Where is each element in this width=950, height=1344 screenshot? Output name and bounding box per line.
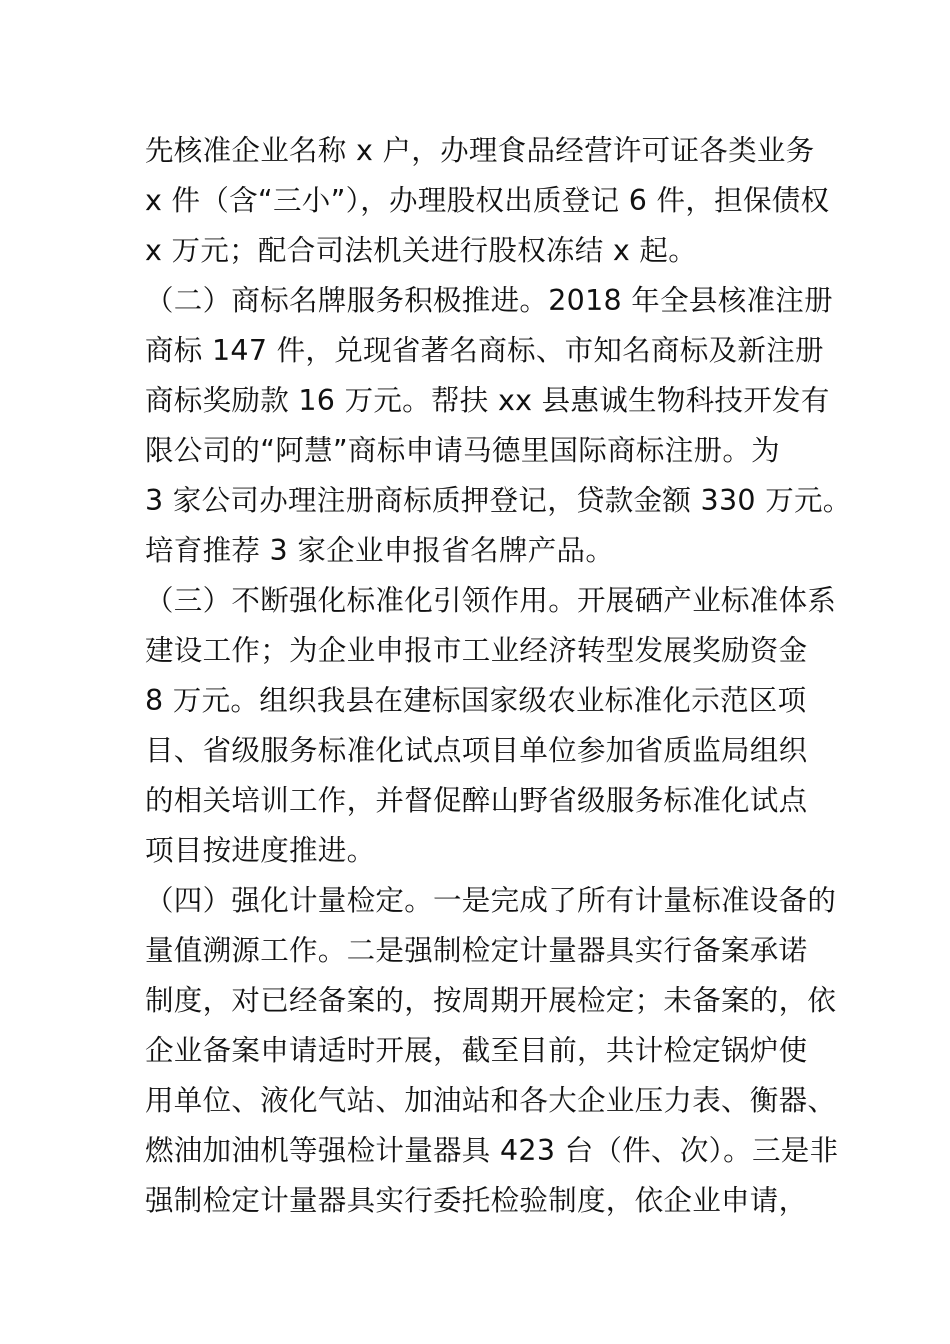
text-line: 先核准企业名称 x 户，办理食品经营许可证各类业务 [145,134,815,167]
text-line: 量值溯源工作。二是强制检定计量器具实行备案承诺 [145,934,808,967]
section-heading-line: （二）商标名牌服务积极推进。2018 年全县核准注册 [145,284,833,317]
text-line: 商标 147 件，兑现省著名商标、市知名商标及新注册 [145,334,824,367]
text-line: 项目按进度推进。 [145,834,376,867]
text-line: 商标奖励款 16 万元。帮扶 xx 县惠诚生物科技开发有 [145,384,830,417]
section-heading-line: （四）强化计量检定。一是完成了所有计量标准设备的 [145,884,837,917]
text-line: 企业备案申请适时开展，截至目前，共计检定锅炉使 [145,1034,808,1067]
text-line: 建设工作；为企业申报市工业经济转型发展奖励资金 [145,634,808,667]
text-line: 的相关培训工作，并督促醉山野省级服务标准化试点 [145,784,808,817]
text-line: 3 家公司办理注册商标质押登记，贷款金额 330 万元。 [145,484,852,517]
section-heading-line: （三）不断强化标准化引领作用。开展硒产业标准体系 [145,584,837,617]
text-line: 培育推荐 3 家企业申报省名牌产品。 [145,534,615,567]
text-line: 限公司的“阿慧”商标申请马德里国际商标注册。为 [145,434,780,467]
text-line: 制度，对已经备案的，按周期开展检定；未备案的，依 [145,984,837,1017]
document-body [145,126,852,1226]
text-line: 目、省级服务标准化试点项目单位参加省质监局组织 [145,734,808,767]
text-line: 强制检定计量器具实行委托检验制度，依企业申请， [145,1184,808,1217]
text-line: x 件（含“三小”），办理股权出质登记 6 件，担保债权 [145,184,830,217]
text-line: 燃油加油机等强检计量器具 423 台（件、次）。三是非 [145,1134,839,1167]
text-line: 8 万元。组织我县在建标国家级农业标准化示范区项 [145,684,807,717]
text-line: x 万元；配合司法机关进行股权冻结 x 起。 [145,234,698,267]
text-line: 用单位、液化气站、加油站和各大企业压力表、衡器、 [145,1084,837,1117]
